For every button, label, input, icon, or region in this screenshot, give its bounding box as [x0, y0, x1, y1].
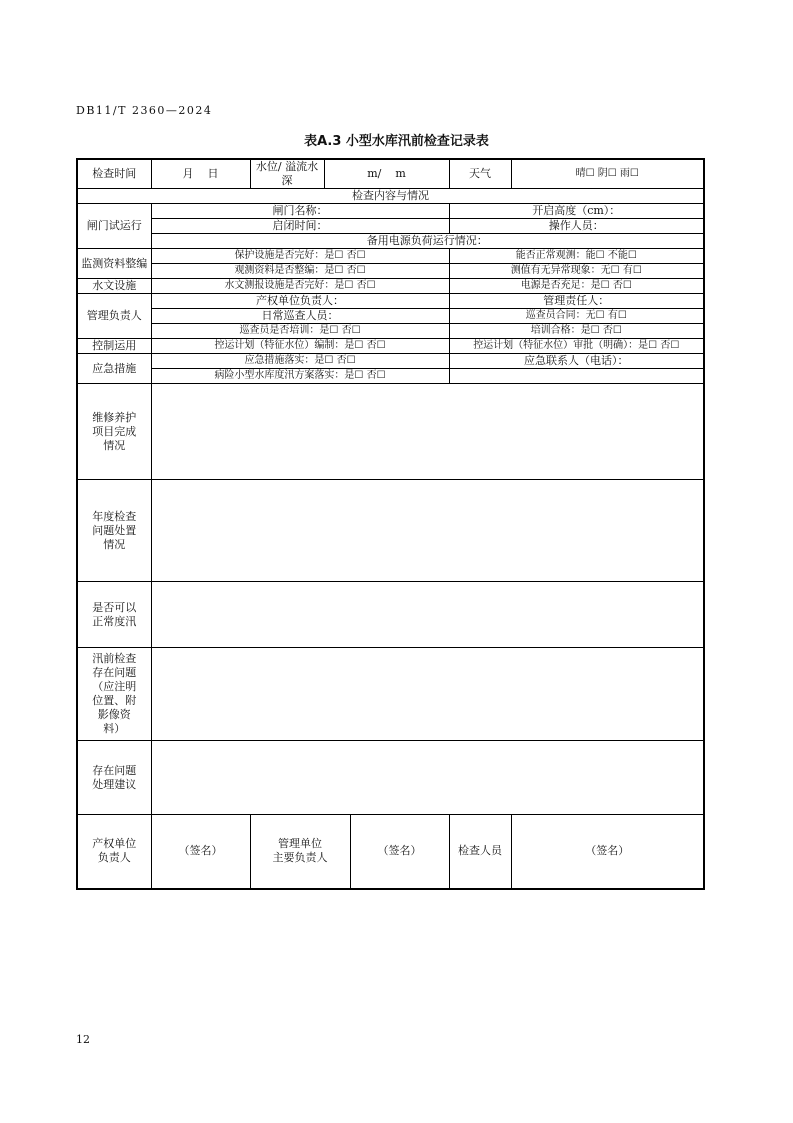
row-control — [77, 339, 704, 354]
owner-person-field[interactable]: 产权单位负责人： — [151, 294, 449, 309]
inspector-signature[interactable]: （签名） — [511, 815, 704, 889]
row-flood-ready — [77, 582, 704, 648]
owner-signature[interactable]: （签名） — [151, 815, 250, 889]
pre-flood-issues-area[interactable] — [151, 648, 704, 741]
inspection-record-table — [76, 158, 705, 890]
row-annual-check — [77, 480, 704, 582]
hydro-label: 水文设施 — [77, 279, 151, 294]
flood-ready-area[interactable] — [151, 582, 704, 648]
standard-code: DB11/T 2360—2024 — [76, 104, 213, 117]
plan-compiled-check[interactable]: 控运计划（特征水位）编制：是☐ 否☐ — [151, 339, 449, 354]
mgmt-signature[interactable]: （签名） — [377, 844, 422, 858]
suggestions-area[interactable] — [151, 741, 704, 815]
control-label: 控制运用 — [77, 339, 151, 354]
flood-ready-label: 是否可以 正常度汛 — [77, 582, 151, 648]
page-number: 12 — [76, 1033, 90, 1046]
row-management-3 — [77, 324, 704, 339]
row-basic-info — [77, 159, 704, 189]
water-level-field[interactable]: m/ m — [324, 159, 449, 189]
row-monitoring-1 — [77, 249, 704, 264]
row-management-1 — [77, 294, 704, 309]
protection-check[interactable]: 保护设施是否完好：是☐ 否☐ — [151, 249, 449, 264]
weather-label: 天气 — [449, 159, 511, 189]
row-gate-2 — [77, 219, 704, 234]
backup-power-field[interactable]: 备用电源负荷运行情况： — [151, 234, 704, 249]
row-monitoring-2 — [77, 264, 704, 279]
row-signatures — [77, 815, 704, 889]
data-compiled-check[interactable]: 观测资料是否整编：是☐ 否☐ — [151, 264, 449, 279]
row-pre-flood-issues — [77, 648, 704, 741]
patrol-contract-check[interactable]: 巡查员合同：无☐ 有☐ — [449, 309, 704, 324]
gate-test-label: 闸门试运行 — [77, 204, 151, 249]
open-close-time-field[interactable]: 启闭时间： — [151, 219, 449, 234]
patrol-person-field[interactable]: 日常巡查人员： — [151, 309, 449, 324]
row-maintenance — [77, 384, 704, 480]
weather-options[interactable]: 晴☐ 阴☐ 雨☐ — [511, 159, 704, 189]
gate-name-field[interactable]: 闸门名称： — [151, 204, 449, 219]
table-title: 表A.3 小型水库汛前检查记录表 — [304, 134, 489, 149]
row-content-header — [77, 189, 704, 204]
row-emergency-1 — [77, 354, 704, 369]
mgmt-label: 管理单位 主要负责人 （签名） — [250, 815, 449, 889]
row-emergency-2 — [77, 369, 704, 384]
patrol-trained-check[interactable]: 巡查员是否培训：是☐ 否☐ — [151, 324, 449, 339]
observe-normal-check[interactable]: 能否正常观测：能☐ 不能☐ — [449, 249, 704, 264]
responsible-person-field[interactable]: 管理责任人： — [449, 294, 704, 309]
water-level-label: 水位/ 溢流水深 — [250, 159, 324, 189]
emergency-blank — [449, 369, 704, 384]
row-gate-1 — [77, 204, 704, 219]
plan-approved-check[interactable]: 控运计划（特征水位）审批（明确）：是☐ 否☐ — [449, 339, 704, 354]
opening-height-field[interactable]: 开启高度（cm）： — [449, 204, 704, 219]
check-time-label: 检查时间 — [77, 159, 151, 189]
training-qualified-check[interactable]: 培训合格：是☐ 否☐ — [449, 324, 704, 339]
management-label: 管理负责人 — [77, 294, 151, 339]
pre-flood-issues-label: 汛前检查 存在问题 （应注明 位置、附 影像资 料） — [77, 648, 151, 741]
inspector-label: 检查人员 — [449, 815, 511, 889]
flood-plan-check[interactable]: 病险小型水库度汛方案落实：是☐ 否☐ — [151, 369, 449, 384]
row-management-2 — [77, 309, 704, 324]
emergency-measures-check[interactable]: 应急措施落实：是☐ 否☐ — [151, 354, 449, 369]
maintenance-area[interactable] — [151, 384, 704, 480]
date-field[interactable]: 月 日 — [151, 159, 250, 189]
power-sufficient-check[interactable]: 电源是否充足：是☐ 否☐ — [449, 279, 704, 294]
monitoring-label: 监测资料整编 — [77, 249, 151, 279]
row-suggestions — [77, 741, 704, 815]
row-hydro — [77, 279, 704, 294]
suggestions-label: 存在问题 处理建议 — [77, 741, 151, 815]
owner-label: 产权单位 负责人 — [77, 815, 151, 889]
row-gate-3 — [77, 234, 704, 249]
maintenance-label: 维修养护 项目完成 情况 — [77, 384, 151, 480]
emergency-label: 应急措施 — [77, 354, 151, 384]
abnormal-check[interactable]: 测值有无异常现象：无☐ 有☐ — [449, 264, 704, 279]
emergency-contact-field[interactable]: 应急联系人（电话）： — [449, 354, 704, 369]
hydro-reporting-check[interactable]: 水文测报设施是否完好：是☐ 否☐ — [151, 279, 449, 294]
operator-field[interactable]: 操作人员： — [449, 219, 704, 234]
annual-check-label: 年度检查 问题处置 情况 — [77, 480, 151, 582]
content-header: 检查内容与情况 — [77, 189, 704, 204]
annual-check-area[interactable] — [151, 480, 704, 582]
